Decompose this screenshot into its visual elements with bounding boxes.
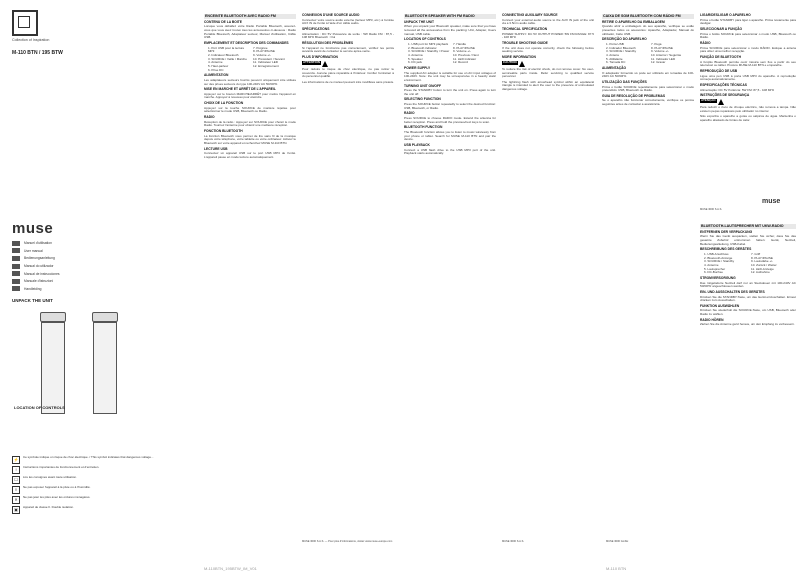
list-item: 9. Volume +/- <box>253 52 272 57</box>
list-item: 11. LED-Anzeige <box>751 266 774 271</box>
list-item: 2. Indicateur Bluetooth <box>208 52 239 57</box>
list-item: 8. PLAY/PAUSE <box>253 49 275 54</box>
section-heading: USB PLAYBACK <box>404 143 430 148</box>
warning-triangle-icon <box>519 61 525 67</box>
section-title: BLUETOOTH-LAUTSPRECHER MIT UKW-RADIO <box>700 224 796 229</box>
section-heading: ALIMENTAÇÃO <box>602 65 627 70</box>
paragraph: Si l'appareil ne fonctionne pas correctement, vérifiez les points suivants avant de contacter le service après-vente. <box>302 45 394 54</box>
section-heading: RETIRE O APARELHO DA EMBALAGEM <box>602 19 665 24</box>
exclamation-warning-icon: ! <box>12 466 20 474</box>
double-square-icon: ▣ <box>12 506 20 514</box>
section-heading: BESCHREIBUNG DES GERÄTES <box>700 247 752 252</box>
section-heading: FONCTION BLUETOOTH <box>204 129 243 134</box>
list-item: 3. SOURCE / Veille / Marche <box>208 56 247 61</box>
book-icon: ☐ <box>12 476 20 484</box>
caution-block <box>502 61 594 67</box>
paragraph: Lorsque vous déballez votre Radio Portable Bluetooth, assurez-vous que vous avez trouvé tous les accessoires ci-dessous : Radio Portable Bluetooth, Adaptateur secteur, Manuel d'utilisation, Câble USB. <box>204 24 296 40</box>
flag-icon <box>12 241 20 246</box>
list-item: 4. Antenne <box>208 60 223 65</box>
list-item: 6. Tomada DC <box>606 60 626 65</box>
section-heading: SELECCIONAR A FUNÇÃO <box>700 26 743 31</box>
caution-block <box>302 61 394 67</box>
list-item: 6. DC jack <box>408 60 423 65</box>
paragraph: Connect a USB flash drive to the USB MP3 port of the unit. Playback starts automatically. <box>404 147 496 156</box>
section-heading: MISE EN MARCHE ET ARRÊT DE L'APPAREIL <box>204 87 276 92</box>
section-heading: RADIO <box>204 115 215 120</box>
safety-item: ! Instructions importantes de fonctionnement et d'entretien. <box>12 466 192 474</box>
language-item: Bedienungsanleitung <box>12 255 132 262</box>
list-item: 8. PLAY/PAUSE <box>751 255 773 260</box>
section-heading: RÉSOLUTION DES PROBLÈMES <box>302 40 354 45</box>
list-item: 5. Altifalante <box>606 56 623 61</box>
list-item: 10. Précédent / Suivant <box>253 56 285 61</box>
list-item: 1. USB port for MP3 playback <box>408 41 449 46</box>
paragraph: If the unit does not operate correctly, check the following before seeking service. <box>502 45 594 54</box>
list-item: 5. Haut-parleur <box>208 63 229 68</box>
list-item: 1. Porta USB <box>606 41 624 46</box>
list-item: 8. PLAY/PAUSE <box>453 45 475 50</box>
safety-item: ⚡ Ce symbole indique un risque de choc électrique. / This symbol indicates that dangerous voltage... <box>13 455 154 462</box>
paragraph: Pour réduire le risque de choc électrique, ne pas retirer le couvercle. Aucune pièce réparable à l'intérieur. Confier l'entretien à du personnel qualifié. <box>302 67 394 79</box>
paragraph: The Bluetooth function allows you to listen to music wirelessly from your phone or tablet. Search for MUSE M-110 BTN and pair the device. <box>404 130 496 142</box>
list-item: 1. USB-Anschluss <box>704 251 729 256</box>
paragraph: Connect your external audio source to the AUX IN jack of the unit via a 3.5mm audio cable. <box>502 17 594 26</box>
paragraph: The supplied AC adapter is suitable for use on AC input voltages of 100-240V. Note: the unit may be unresponsive in a heavily static environment. <box>404 70 496 82</box>
section-heading: CONTENU DE LA BOITE <box>204 19 242 24</box>
list-item: 12. Record <box>453 60 468 65</box>
paragraph: La fonction Bluetooth vous permet de lire sans fil de la musique depuis votre téléphone, votre tablette ou votre ordinateur. Activez le Bluetooth sur votre appareil et recherchez MUSE M-110 BTN. <box>204 133 296 146</box>
section-title: ENCEINTE BLUETOOTH AVEC RADIO FM <box>204 14 296 19</box>
paragraph: Não exponha o aparelho a gotas ou salpicos de água. Mantenha o aparelho afastado de fontes de calor. <box>700 114 796 122</box>
language-item: Manuale d'istruzioni <box>12 278 132 285</box>
list-item: 7. Griff <box>751 251 761 256</box>
paragraph: Les adaptateurs secteurs fournis peuvent uniquement être utilisés sur des prises secteurs du type 100-240V AC 50/60Hz. <box>204 77 296 86</box>
language-item: Manual do utilizador <box>12 263 132 270</box>
section-heading: ENTFERNEN DER VERPACKUNG <box>700 229 753 234</box>
paragraph: Das mitgelieferte Netzteil darf nur an Steckdosen mit 100-240V AC 50/60Hz angeschlossen werden. <box>700 280 796 289</box>
section-heading: RADIO HÖREN <box>700 317 724 322</box>
controls-list <box>404 43 496 65</box>
section-heading: UTILIZAÇÃO DAS FUNÇÕES <box>602 79 647 84</box>
list-item: 11. Indicateur LED <box>253 60 279 65</box>
safety-item: ◊ Ne pas exposer l'appareil à la pluie ou à l'humidité. <box>12 486 192 494</box>
section-heading: RADIO <box>404 111 415 116</box>
safety-item: ▣ Appareil de classe II. Double isolation. <box>12 506 192 514</box>
section-heading: CHOIX DE LA FONCTION <box>204 101 244 106</box>
list-item: 7. Pega <box>651 41 662 46</box>
paragraph: When you unpack your Bluetooth speaker, make sure that you have removed all the accessories from the packing: Unit, Adapter, Users manual, USB cable. <box>404 24 496 36</box>
footer-address: MUSE 3000 S.A.S. <box>700 208 723 211</box>
language-item: Manuel d'utilisation <box>12 240 132 247</box>
flag-icon <box>12 248 20 253</box>
flag-icon <box>12 264 20 269</box>
paragraph: Quando abrir a embalagem do seu aparelho, verifique se estão presentes todos os acessórios: Aparelho, Adaptador, Manual do utilizador, Cabo USB. <box>602 24 694 36</box>
unpack-heading: UNPACK THE UNIT <box>12 298 53 303</box>
list-item: 6. Prise DC <box>208 67 224 72</box>
list-item: 12. Enregistrement <box>253 63 279 68</box>
paragraph: Appuyez sur la touche SOURCE de manière répétée pour sélectionner le mode USB, Bluetooth ou Radio. <box>204 105 296 114</box>
list-item: 1. Port USB pour la lecture MP3 <box>208 45 245 54</box>
section-heading: POWER SUPPLY <box>404 65 431 70</box>
model-number: M-110 BTN / 195 BTW <box>12 50 63 56</box>
paragraph: Appuyez sur le bouton MARCHE/ARRÊT pour mettre l'appareil en marche. Appuyez à nouveau pour éteindre. <box>204 91 296 100</box>
section-heading: MORE INFORMATION <box>502 54 536 59</box>
section-heading: ALIMENTATION <box>204 73 229 78</box>
list-item: 10. Anterior / Seguinte <box>651 52 682 57</box>
section-heading: CONNECTING AUXILIARY SOURCE <box>502 13 558 17</box>
portuguese-column-1 <box>602 12 694 108</box>
paragraph: O adaptador fornecido só pode ser utilizado em tomadas de 100-240V AC 50/60Hz. <box>602 70 694 79</box>
section-heading: EIN- UND AUSSCHALTEN DES GERÄTES <box>700 289 765 294</box>
list-item: 12. Aufnahme <box>751 270 770 275</box>
middle-page <box>200 0 602 575</box>
list-item: 5. Lautsprecher <box>704 266 726 271</box>
paragraph: Se o aparelho não funcionar correctamente, verifique os pontos seguintes antes de contactar a assistência. <box>602 98 694 107</box>
flag-icon <box>12 286 20 291</box>
language-item: User manual <box>12 248 132 255</box>
caution-block <box>700 99 796 105</box>
language-item: Handleiding <box>12 286 132 293</box>
section-heading: TECHNICAL SPECIFICATION <box>502 26 548 31</box>
german-column <box>700 222 796 329</box>
list-item: 4. Antenne <box>704 262 719 267</box>
paragraph: Wenn Sie das Gerät auspacken, stellen Sie sicher, dass Sie das gesamte Zubehör entnommen haben: Gerät, Netzteil, Bedienungsanleitung, USB-Kabel. <box>700 234 796 246</box>
water-drop-icon: ◊ <box>12 486 20 494</box>
safety-item: ☐ Lire les consignes avant toute utilisation. <box>12 476 192 484</box>
safety-item: ✕ Ne pas jeter les piles avec les ordures ménagères. <box>12 496 192 504</box>
paragraph: Para reduzir o risco de choque eléctrico, não remova a tampa. Não existem peças reparáveis pelo utilizador no interior. <box>700 105 796 113</box>
list-item: 2. Indicador Bluetooth <box>606 45 636 50</box>
location-heading: LOCATION OF CONTROLS <box>14 405 65 410</box>
list-item: 7. Poignée <box>253 45 268 50</box>
paragraph: Drücken Sie wiederholt die SOURCE-Taste, um USB, Bluetooth oder Radio zu wählen. <box>700 308 796 317</box>
paragraph: Prima o botão STANDBY para ligar o aparelho. Prima novamente para desligar. <box>700 17 796 26</box>
list-item: 2. Bluetooth-Anzeige <box>704 255 733 260</box>
caution-label: CAUTION <box>503 60 517 65</box>
paragraph: POWER SUPPLY: DC 5V OUTPUT POWER: 5W FM RANGE: 87.5 - 108 MHz <box>502 31 594 40</box>
paragraph: Ziehen Sie die Antenne ganz heraus, um den Empfang zu verbessern. <box>700 322 795 327</box>
section-heading: TURNING UNIT ON/OFF <box>404 83 441 88</box>
english-column-1 <box>404 12 496 158</box>
device-handle-side <box>92 312 118 322</box>
warning-triangle-icon <box>718 99 724 105</box>
section-heading: TROUBLE SHOOTING GUIDE <box>502 40 548 45</box>
cover-page <box>0 0 200 575</box>
paragraph: Press SOURCE to choose RADIO mode. Extend the antenna for better reception. Press and hold the previous/next keys to scan. <box>404 116 496 124</box>
section-heading: PLUS D'INFORMATION <box>302 54 338 59</box>
flag-icon <box>12 256 20 261</box>
section-heading: CONNEXION D'UNE SOURCE AUDIO <box>302 13 360 17</box>
safety-symbols <box>12 456 192 516</box>
list-item: 9. Lautstärke +/- <box>751 259 774 264</box>
list-item: 3. SOURCE / Standby <box>606 49 637 54</box>
muse-logo-small: muse <box>762 198 781 205</box>
list-item: 7. Handle <box>453 41 467 46</box>
paragraph: Ligue uma pen USB à porta USB MP3 do aparelho. A reprodução começa automaticamente. <box>700 73 796 82</box>
french-column-2 <box>302 12 394 86</box>
controls-list <box>602 43 694 65</box>
language-item: Manual de instrucciones <box>12 270 132 277</box>
section-title: CAIXA DE SOM BLUETOOTH COM RÁDIO FM <box>602 14 694 19</box>
list-item: 4. Antena <box>606 52 619 57</box>
paragraph: A função Bluetooth permite ouvir música sem fios a partir do seu telemóvel ou tablet. Procure MUSE M-110 BTN e emparelhe. <box>700 59 796 68</box>
print-code: M-110BTN_195BTW_IM_V01 <box>204 566 257 571</box>
section-heading: DESCRIÇÃO DO APARELHO <box>602 37 647 42</box>
section-heading: EMPLACEMENT ET DESCRIPTION DES COMMANDES <box>204 40 289 45</box>
paragraph: Prima o botão SOURCE repetidamente para seleccionar o modo pretendido: USB, Bluetooth ou Rádio. <box>602 84 694 93</box>
footer-address: MUSE 3000 S.A.S. — Pour plus d'informations, visitez www.muse-europe.com <box>302 540 393 543</box>
warning-triangle-icon <box>322 61 328 67</box>
controls-list <box>204 47 296 73</box>
section-heading: STROMVERSORGUNG <box>700 275 736 280</box>
list-item: 12. Gravar <box>651 60 666 65</box>
paragraph: Drücken Sie die STANDBY-Taste, um das Gerät einzuschalten. Erneut drücken zum Ausschalten. <box>700 294 796 303</box>
section-heading: REPRODUÇÃO DE USB <box>700 68 738 73</box>
section-heading: INSTRUÇÕES DE SEGURANÇA <box>700 93 750 98</box>
footer-address: MUSE 3000 GmbH <box>606 540 629 543</box>
crossed-bin-icon: ✕ <box>12 496 20 504</box>
paragraph: Prima SOURCE para seleccionar o modo RÁDIO. Estique a antena para obter uma melhor recepção. <box>700 45 796 54</box>
paragraph: Réception de la radio : Appuyez sur SOURCE pour choisir le mode Radio. Tournez l'antenne pour obtenir une meilleure réception. <box>204 119 296 128</box>
section-heading: SELECTING FUNCTION <box>404 97 441 102</box>
list-item: 6. DC-Buchse <box>704 270 723 275</box>
caution-label: ATENÇÃO <box>701 98 716 103</box>
paragraph: To reduce the risk of electric shock, do not remove cover. No user-serviceable parts inside. Refer servicing to qualified service personnel. <box>502 67 594 79</box>
section-heading: BLUETOOTH FUNCTION <box>404 125 443 130</box>
section-title: BLUETOOTH SPEAKER WITH FM RADIO <box>404 14 496 19</box>
section-heading: FUNKTION AUSWÄHLEN <box>700 303 740 308</box>
paragraph: Connectez un appareil USB sur le port USB MP3 de l'unité. L'appareil passe en mode lecture automatiquement. <box>204 151 296 159</box>
paragraph: Alimentation : DC 5V Puissance de sortie : 5W Radio FM : 87,5 - 108 MHz Bluetooth : Oui <box>302 31 394 40</box>
paragraph: Prima o botão SOURCE para seleccionar o modo USB, Bluetooth ou Rádio. <box>700 31 796 40</box>
list-item: 5. Speaker <box>408 56 423 61</box>
list-item: 9. Volume +/- <box>651 49 670 54</box>
caution-label: ATTENTION <box>303 60 320 65</box>
footer-address: MUSE 3000 S.A.S. <box>502 540 525 543</box>
controls-list <box>700 253 796 275</box>
list-item: 10. Zurück / Weiter <box>751 262 777 267</box>
list-item: 11. Indicador LED <box>651 56 676 61</box>
list-item: 8. PLAY/PAUSE <box>651 45 673 50</box>
paragraph: The lightning flash with arrowhead symbol within an equilateral triangle is intended to alert the user to the presence of uninsulated dangerous voltage. <box>502 79 594 91</box>
list-item: 2. Bluetooth indicator <box>408 45 437 50</box>
list-item: 3. SOURCE / Standby <box>704 259 735 264</box>
muse-logo: muse <box>12 220 54 237</box>
device-side-illustration <box>93 322 117 414</box>
section-heading: LECTURE USB <box>204 146 228 151</box>
portuguese-column-2 <box>700 12 796 124</box>
device-front-illustration <box>41 322 65 414</box>
lightning-warning-icon: ⚡ <box>13 457 19 462</box>
section-heading: SPÉCIFICATIONS <box>302 26 330 31</box>
list-item: 10. Previous / Next <box>453 52 479 57</box>
list-item: 4. Antenna <box>408 52 423 57</box>
list-item: 3. SOURCE / Standby / Power <box>408 49 450 54</box>
device-handle-front <box>40 312 66 322</box>
paragraph: Press the STANDBY button to turn the unit on. Press again to turn the unit off. <box>404 88 496 96</box>
english-column-2 <box>502 12 594 93</box>
logo-mark-icon <box>12 10 38 36</box>
section-heading: GUIA DE RESOLUÇÃO DE PROBLEMAS <box>602 93 666 98</box>
flag-icon <box>12 279 20 284</box>
section-heading: LOCATION OF CONTROLS <box>404 37 446 42</box>
section-heading: LIGAR/DESLIGAR O APARELHO <box>700 13 751 17</box>
section-heading: UNPACK THE UNIT <box>404 19 434 24</box>
section-heading: FUNÇÃO DE BLUETOOTH <box>700 54 741 59</box>
language-list <box>12 240 132 293</box>
flag-icon <box>12 271 20 276</box>
left-code: M-110 BTN <box>606 566 627 571</box>
collection-tagline: Collection of Inspiration <box>12 38 50 42</box>
french-column-1 <box>204 12 296 161</box>
paragraph: Connectez votre source audio externe (lecteur MP3, etc.) à l'entrée AUX IN de l'unité à l'aide d'un câble audio. <box>302 17 394 26</box>
list-item: 9. Volume +/- <box>453 49 472 54</box>
paragraph: Alimentação: DC 5V Potência: 5W FM: 87,5 - 108 MHz <box>700 87 775 92</box>
section-heading: ESPECIFICAÇÕES TÉCNICAS <box>700 82 747 87</box>
paragraph: Press the SOURCE button repeatedly to select the desired function: USB, Bluetooth, or Radio. <box>404 102 496 110</box>
brand-logo <box>12 10 38 36</box>
right-page <box>602 0 802 575</box>
list-item: 11. LED indicator <box>453 56 477 61</box>
section-heading: RÁDIO <box>700 40 711 45</box>
paragraph: Les informations de ce manuel peuvent être modifiées sans préavis. <box>302 79 394 84</box>
